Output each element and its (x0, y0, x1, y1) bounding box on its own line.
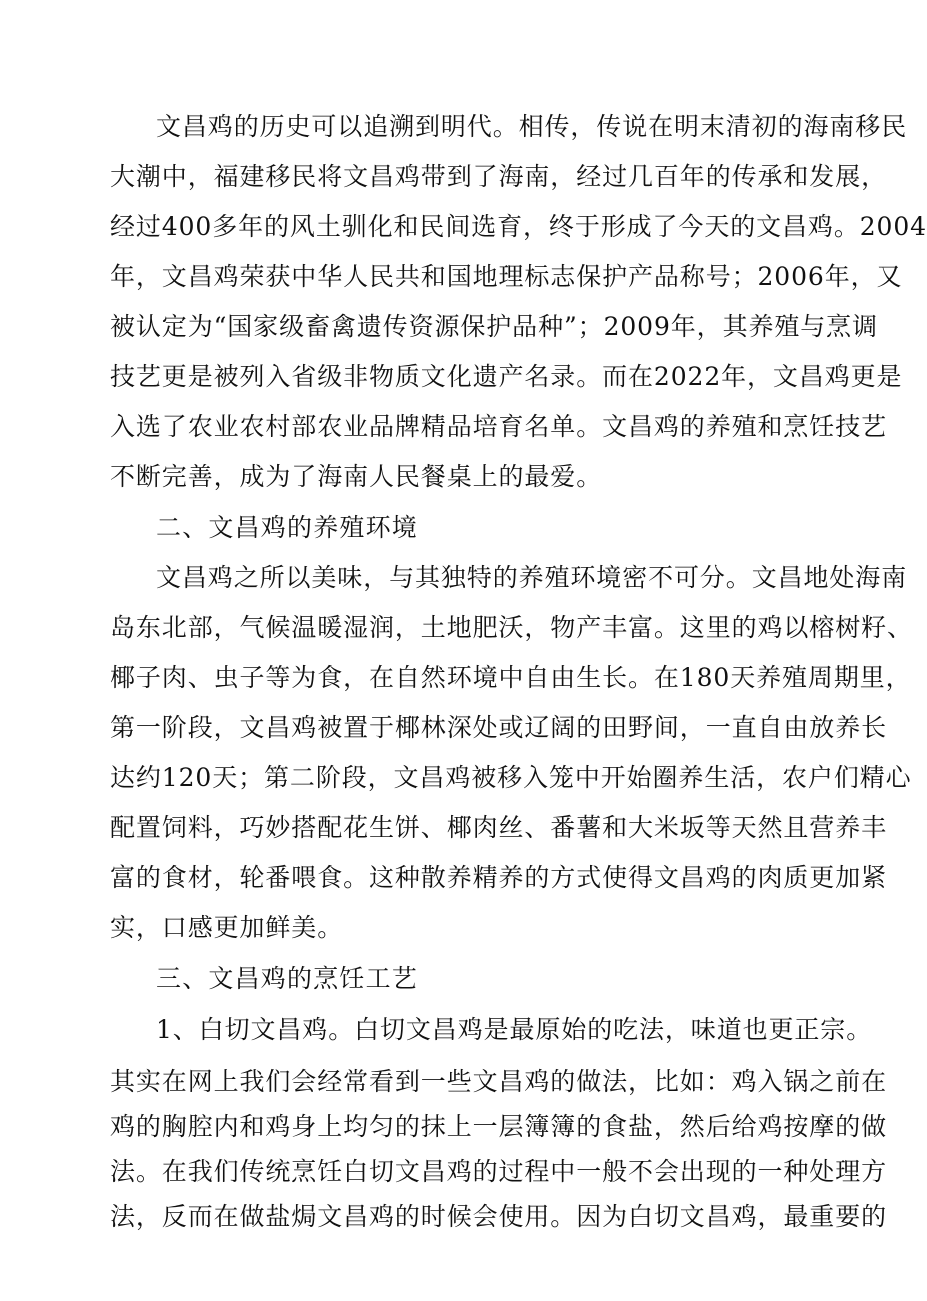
section-3-heading: 三、文昌鸡的烹饪工艺 (156, 964, 419, 993)
paragraph-1-line: 被认定为“国家级畜禽遗传资源保护品种”；2009年，其养殖与烹调 (110, 312, 878, 341)
paragraph-1-line: 经过400多年的风土驯化和民间选育，终于形成了今天的文昌鸡。2004 (110, 212, 927, 241)
section-3-line: 法，反而在做盐焗文昌鸡的时候会使用。因为白切文昌鸡，最重要的 (110, 1202, 888, 1231)
paragraph-1-line: 不断完善，成为了海南人民餐桌上的最爱。 (110, 462, 603, 491)
section-2-line: 实，口感更加鲜美。 (110, 913, 344, 942)
paragraph-1-line: 文昌鸡的历史可以追溯到明代。相传，传说在明末清初的海南移民 (156, 112, 908, 141)
section-2-line: 文昌鸡之所以美味，与其独特的养殖环境密不可分。文昌地处海南 (156, 563, 908, 592)
section-2-line: 达约120天；第二阶段，文昌鸡被移入笼中开始圈养生活，农户们精心 (110, 763, 912, 792)
section-3-item-1: 1、白切文昌鸡。白切文昌鸡是最原始的吃法，味道也更正宗。 (156, 1015, 873, 1044)
section-3-line: 法。在我们传统烹饪白切文昌鸡的过程中一般不会出现的一种处理方 (110, 1157, 888, 1186)
paragraph-1-line: 入选了农业农村部农业品牌精品培育名单。文昌鸡的养殖和烹饪技艺 (110, 412, 888, 441)
paragraph-1-line: 技艺更是被列入省级非物质文化遗产名录。而在2022年，文昌鸡更是 (110, 362, 903, 391)
paragraph-1-line: 大潮中，福建移民将文昌鸡带到了海南，经过几百年的传承和发展， (110, 162, 888, 191)
section-2-line: 富的食材，轮番喂食。这种散养精养的方式使得文昌鸡的肉质更加紧 (110, 863, 888, 892)
section-2-line: 岛东北部，气候温暖湿润，土地肥沃，物产丰富。这里的鸡以榕树籽、 (110, 613, 913, 642)
paragraph-1-line: 年，文昌鸡荣获中华人民共和国地理标志保护产品称号；2006年，又 (110, 262, 903, 291)
section-2-line: 第一阶段，文昌鸡被置于椰林深处或辽阔的田野间，一直自由放养长 (110, 713, 888, 742)
section-2-heading: 二、文昌鸡的养殖环境 (156, 513, 419, 542)
section-2-line: 椰子肉、虫子等为食，在自然环境中自由生长。在180天养殖周期里， (110, 663, 912, 692)
section-2-line: 配置饲料，巧妙搭配花生饼、椰肉丝、番薯和大米坂等天然且营养丰 (110, 813, 888, 842)
section-3-line: 其实在网上我们会经常看到一些文昌鸡的做法，比如：鸡入锅之前在 (110, 1067, 888, 1096)
section-3-line: 鸡的胸腔内和鸡身上均匀的抹上一层簿簿的食盐，然后给鸡按摩的做 (110, 1112, 888, 1141)
